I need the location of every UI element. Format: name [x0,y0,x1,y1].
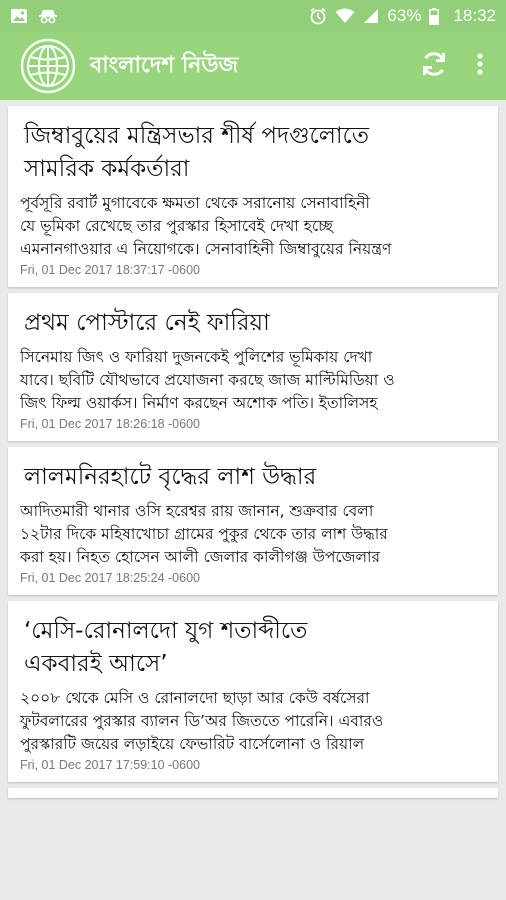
battery-icon [429,8,439,25]
more-vert-icon [477,53,483,79]
news-title [20,114,488,186]
incognito-icon [38,8,58,24]
more-options-button[interactable] [466,44,494,88]
news-excerpt-line: যে ভূমিকা রেখেছে তার পুরস্কার হিসাবেই দেখা হচ্ছে [20,217,333,235]
app-bar [0,32,506,100]
news-excerpt-line: জিৎ ফিল্ম ওয়ার্কস। নির্মাণ করছেন অশোক পতি। ইতালিসহ [20,394,378,412]
news-date: Fri, 01 Dec 2017 18:25:24 -0600 [20,571,200,585]
news-excerpt-line: ২০০৮ থেকে মেসি ও রোনালদো ছাড়া আর কেউ বর্ষসেরা [20,689,370,707]
news-excerpt-line: এমনানগাওয়ার এ নিয়োগকে। সেনাবাহিনী জিম্বাবুয়ের নিয়ন্ত্রণ [20,240,392,258]
news-date: Fri, 01 Dec 2017 17:59:10 -0600 [20,758,200,772]
news-title [20,455,488,494]
globe-icon [20,38,76,94]
news-title-line: লালমনিরহাটে বৃদ্ধের লাশ উদ্ধার [24,464,317,490]
news-excerpt-line: সিনেমায় জিৎ ও ফারিয়া দুজনকেই পুলিশের ভূমিকায় দেখা [20,348,373,366]
news-card[interactable] [8,106,498,287]
news-excerpt-line: পূর্বসূরি রবার্ট মুগাবেকে ক্ষমতা থেকে সরানোয় সেনাবাহিনী [20,194,370,212]
app-title: বাংলাদেশ নিউজ [90,52,239,78]
news-excerpt [20,346,488,415]
news-excerpt-line: আদিতমারী থানার ওসি হরেশ্বর রায় জানান, শুক্রবার বেলা [20,502,374,520]
news-card[interactable] [8,293,498,441]
news-excerpt-line: ফুটবলারের পুরস্কার ব্যালন ডি’অর জিততে পারেনি। এবারও [20,712,384,730]
news-feed [8,100,498,798]
news-excerpt-line: করা হয়। নিহত হোসেন আলী জেলার কালীগঞ্জ উপজেলার [20,548,381,566]
refresh-button[interactable] [412,44,456,88]
alarm-icon [309,7,327,25]
wifi-icon [335,8,355,24]
news-date: Fri, 01 Dec 2017 18:37:17 -0600 [20,263,200,277]
news-excerpt [20,500,488,569]
news-card-partial[interactable] [8,788,498,798]
news-title-line: জিম্বাবুয়ের মন্ত্রিসভার শীর্ষ পদগুলোতে [24,123,370,149]
news-title-line: ‘মেসি-রোনালদো যুগ শতাব্দীতে [24,618,308,644]
news-excerpt-line: ১২টার দিকে মহিষাখোচা গ্রামের পুকুর থেকে তার লাশ উদ্ধার [20,525,388,543]
news-title-line: একবারই আসে’ [24,651,168,677]
image-icon [10,8,28,24]
signal-icon [363,8,379,24]
status-bar [0,0,506,32]
news-title-line: সামরিক কর্মকর্তারা [24,156,190,182]
news-excerpt [20,192,488,261]
refresh-icon [419,49,449,83]
news-excerpt [20,687,488,756]
clock-time: 18:32 [453,6,496,25]
news-excerpt-line: পুরস্কারটি জয়ের লড়াইয়ে ফেভারিট বার্সেলোনা ও রিয়াল [20,735,365,753]
news-excerpt-line: যাবে। ছবিটি যৌথভাবে প্রযোজনা করছে জাজ মাল্টিমিডিয়া ও [20,371,395,389]
news-card[interactable] [8,601,498,782]
news-date: Fri, 01 Dec 2017 18:26:18 -0600 [20,417,200,431]
battery-percent: 63% [387,6,422,25]
news-card[interactable] [8,447,498,595]
news-title [20,609,488,681]
news-title [20,301,488,340]
news-title-line: প্রথম পোস্টারে নেই ফারিয়া [24,310,270,336]
